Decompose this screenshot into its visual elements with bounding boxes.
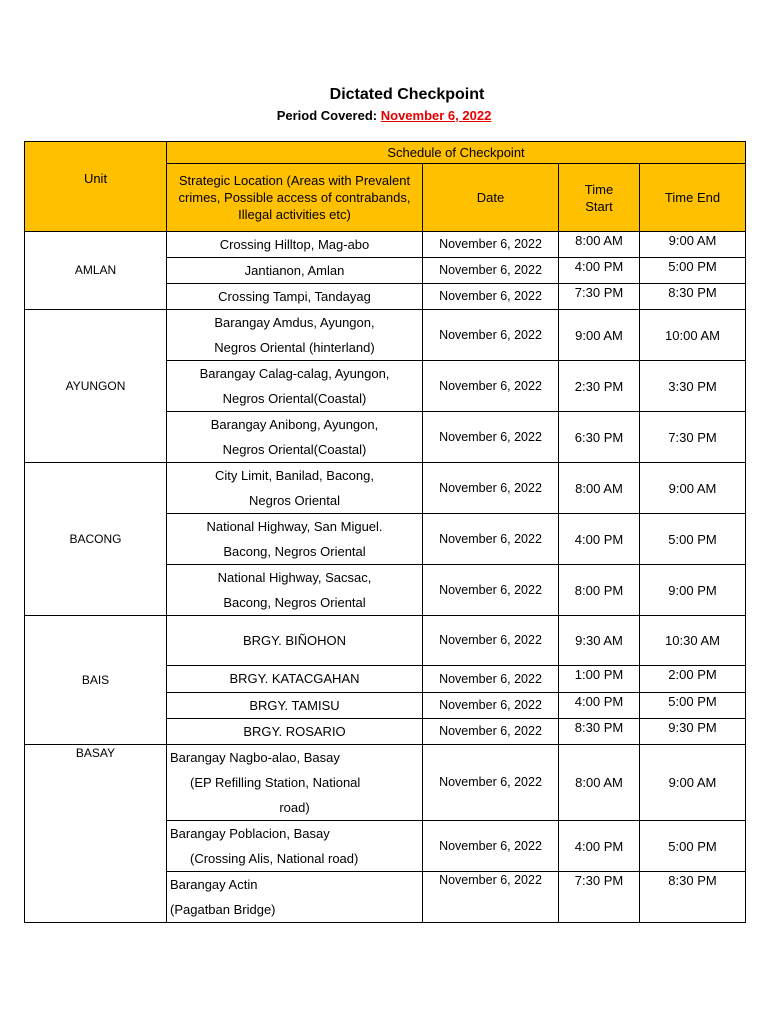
- location-line: Bacong, Negros Oriental: [223, 595, 366, 610]
- time-start-cell: 4:00 PM: [559, 258, 640, 284]
- document-title: Dictated Checkpoint: [329, 86, 485, 103]
- schedule-body: [25, 232, 746, 923]
- time-end-cell: 9:00 AM: [640, 463, 746, 514]
- location-cell: [167, 565, 423, 616]
- time-end-cell: 5:00 PM: [640, 514, 746, 565]
- date-cell: November 6, 2022: [423, 872, 559, 923]
- time-start-cell: 9:30 AM: [559, 616, 640, 666]
- time-end-cell: 10:00 AM: [640, 310, 746, 361]
- location-line: (EP Refilling Station, National: [190, 775, 361, 790]
- checkpoint-schedule-table: [24, 141, 746, 923]
- location-line: road): [279, 800, 310, 815]
- location-cell: [167, 310, 423, 361]
- period-covered: [0, 108, 768, 123]
- date-cell: November 6, 2022: [423, 514, 559, 565]
- date-cell: November 6, 2022: [423, 616, 559, 666]
- location-line: Barangay Anibong, Ayungon,: [210, 417, 379, 432]
- time-end-cell: 5:00 PM: [640, 693, 746, 719]
- time-start-cell: 4:00 PM: [559, 693, 640, 719]
- time-end-cell: 7:30 PM: [640, 412, 746, 463]
- date-cell: November 6, 2022: [423, 412, 559, 463]
- location-line: BRGY. ROSARIO: [243, 724, 346, 739]
- header-schedule: Schedule of Checkpoint: [167, 142, 746, 164]
- location-line: Barangay Poblacion, Basay: [170, 826, 330, 841]
- header-unit: Unit: [25, 142, 167, 232]
- date-cell: November 6, 2022: [423, 693, 559, 719]
- time-start-cell: 9:00 AM: [559, 310, 640, 361]
- location-line: Negros Oriental: [248, 493, 341, 508]
- time-start-cell: 4:00 PM: [559, 514, 640, 565]
- header-location: Strategic Location (Areas with Prevalent crimes, Possible access of contrabands, Illegal activities etc): [167, 164, 423, 232]
- time-start-cell: 7:30 PM: [559, 284, 640, 310]
- location-cell: [167, 361, 423, 412]
- time-start-cell: 4:00 PM: [559, 821, 640, 872]
- time-end-cell: 5:00 PM: [640, 258, 746, 284]
- time-end-cell: 8:30 PM: [640, 284, 746, 310]
- unit-cell: BACONG: [25, 463, 167, 616]
- location-line: Crossing Tampi, Tandayag: [218, 289, 371, 304]
- location-line: BRGY. BIÑOHON: [242, 633, 347, 648]
- unit-cell: AYUNGON: [25, 310, 167, 463]
- location-cell: [167, 232, 423, 258]
- date-cell: November 6, 2022: [423, 258, 559, 284]
- location-line: Jantianon, Amlan: [244, 263, 345, 278]
- location-cell: [167, 412, 423, 463]
- location-line: (Pagatban Bridge): [170, 902, 276, 917]
- date-cell: November 6, 2022: [423, 463, 559, 514]
- time-start-cell: 1:00 PM: [559, 666, 640, 693]
- header-date: Date: [423, 164, 559, 232]
- location-cell: [167, 745, 423, 821]
- table-row: [25, 463, 746, 514]
- time-start-cell: 2:30 PM: [559, 361, 640, 412]
- date-cell: November 6, 2022: [423, 232, 559, 258]
- location-line: Barangay Nagbo-alao, Basay: [170, 750, 340, 765]
- location-line: Barangay Amdus, Ayungon,: [214, 315, 375, 330]
- time-end-cell: 8:30 PM: [640, 872, 746, 923]
- date-cell: November 6, 2022: [423, 666, 559, 693]
- table-row: [25, 745, 746, 821]
- time-start-cell: 8:00 AM: [559, 232, 640, 258]
- location-line: National Highway, Sacsac,: [217, 570, 372, 585]
- location-line: National Highway, San Miguel.: [206, 519, 383, 534]
- time-end-cell: 2:00 PM: [640, 666, 746, 693]
- date-cell: November 6, 2022: [423, 361, 559, 412]
- table-row: [25, 310, 746, 361]
- location-line: BRGY. KATACGAHAN: [229, 671, 360, 686]
- location-cell: [167, 258, 423, 284]
- date-cell: November 6, 2022: [423, 284, 559, 310]
- time-end-cell: 3:30 PM: [640, 361, 746, 412]
- time-end-cell: 5:00 PM: [640, 821, 746, 872]
- location-cell: [167, 616, 423, 666]
- date-cell: November 6, 2022: [423, 565, 559, 616]
- location-line: Bacong, Negros Oriental: [223, 544, 366, 559]
- location-line: Negros Oriental(Coastal): [222, 391, 367, 406]
- date-cell: November 6, 2022: [423, 719, 559, 745]
- location-cell: [167, 284, 423, 310]
- time-start-cell: 8:30 PM: [559, 719, 640, 745]
- location-cell: [167, 514, 423, 565]
- header-time-end: Time End: [640, 164, 746, 232]
- time-end-cell: 9:00 PM: [640, 565, 746, 616]
- unit-cell: AMLAN: [25, 232, 167, 310]
- date-cell: November 6, 2022: [423, 745, 559, 821]
- date-cell: November 6, 2022: [423, 310, 559, 361]
- location-line: Barangay Actin: [170, 877, 258, 892]
- period-label: Period Covered:: [276, 108, 378, 123]
- location-cell: [167, 719, 423, 745]
- time-start-cell: 8:00 AM: [559, 463, 640, 514]
- location-cell: [167, 821, 423, 872]
- location-cell: [167, 693, 423, 719]
- period-date: November 6, 2022: [380, 108, 492, 123]
- location-line: Negros Oriental(Coastal): [222, 442, 367, 457]
- location-line: (Crossing Alis, National road): [190, 851, 359, 866]
- location-cell: [167, 872, 423, 923]
- time-start-cell: 7:30 PM: [559, 872, 640, 923]
- location-line: Negros Oriental (hinterland): [214, 340, 375, 355]
- time-end-cell: 9:00 AM: [640, 232, 746, 258]
- location-line: BRGY. TAMISU: [249, 698, 340, 713]
- unit-cell: BAIS: [25, 616, 167, 745]
- location-line: Barangay Calag-calag, Ayungon,: [199, 366, 390, 381]
- location-line: Crossing Hilltop, Mag-abo: [219, 237, 370, 252]
- location-cell: [167, 463, 423, 514]
- time-start-cell: 8:00 PM: [559, 565, 640, 616]
- table-row: [25, 616, 746, 666]
- time-start-cell: 8:00 AM: [559, 745, 640, 821]
- header-time-start: Time Start: [559, 164, 640, 232]
- time-start-cell: 6:30 PM: [559, 412, 640, 463]
- location-cell: [167, 666, 423, 693]
- unit-cell: BASAY: [25, 745, 167, 923]
- date-cell: November 6, 2022: [423, 821, 559, 872]
- time-end-cell: 9:00 AM: [640, 745, 746, 821]
- time-end-cell: 9:30 PM: [640, 719, 746, 745]
- table-row: [25, 232, 746, 258]
- time-end-cell: 10:30 AM: [640, 616, 746, 666]
- location-line: City Limit, Banilad, Bacong,: [215, 468, 374, 483]
